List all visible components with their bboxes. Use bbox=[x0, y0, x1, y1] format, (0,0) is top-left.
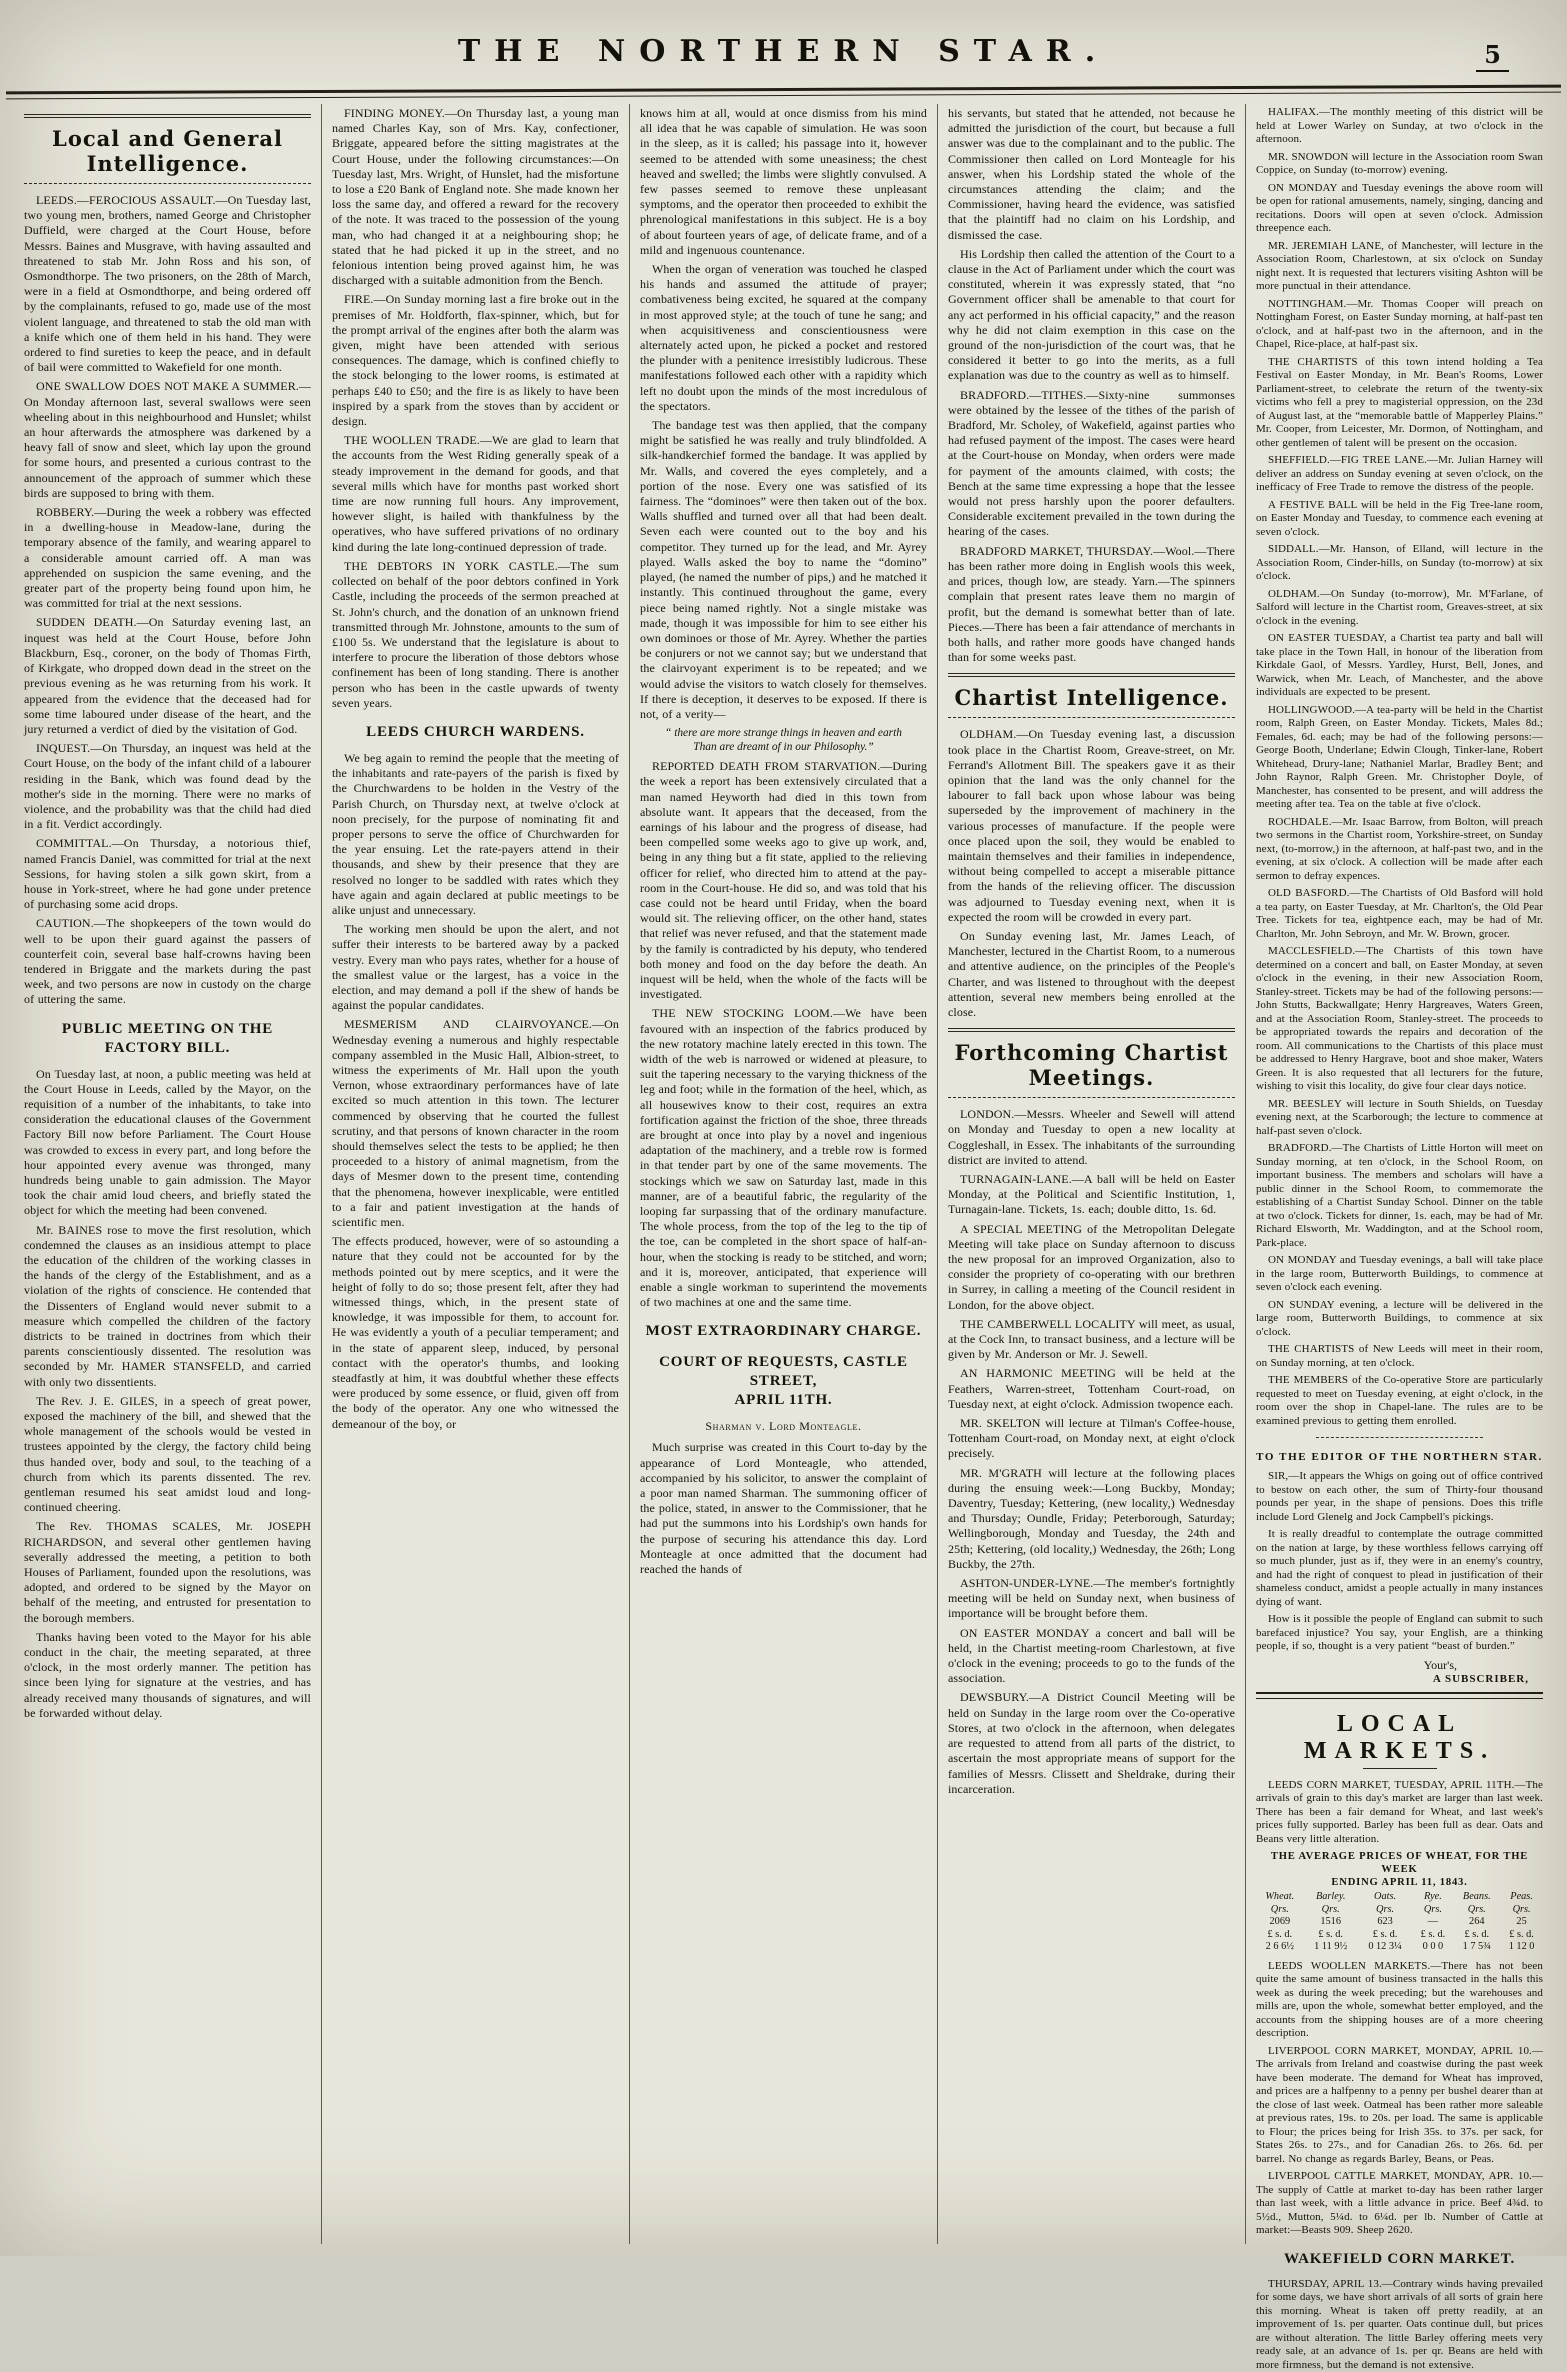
table-cell: Qrs. bbox=[1358, 1904, 1413, 1917]
table-cell: £ s. d. bbox=[1500, 1929, 1543, 1942]
table-cell: Qrs. bbox=[1453, 1904, 1500, 1917]
article-heading: WAKEFIELD CORN MARKET. bbox=[1260, 2250, 1539, 2269]
text-line: “ there are more strange things in heaven and earth bbox=[640, 726, 927, 740]
table-cell: 2 6 6½ bbox=[1256, 1941, 1304, 1954]
article-paragraph: The effects produced, however, were of so astounding a nature that they could not be accounted for by the methods pointed out by mere sceptics, and it were the height of folly to do so; those present felt, after they had witnessed things, which, in the present state of knowledge, it was impossible for them, to account for. He was evidently a youth of a peculiar temperament; and in the state of apparent sleep, induced, by personal contact with the operator's thumbs, and looking steadfastly at him, it was doubtful whether these effects were produced by some essence, or fluid, given off from the body of the operator. Any one who witnessed the demeanour of the boy, or bbox=[332, 1234, 619, 1432]
newspaper-column-1 bbox=[14, 104, 321, 2244]
divider-rule bbox=[1256, 1692, 1543, 1699]
article-paragraph: LIVERPOOL CATTLE MARKET, MONDAY, APR. 10.—The supply of Cattle at market to-day has been rather larger than last week, with a little advance in price. Beef 4¾d. to 5½d., Mutton, 5¼d. to 6¼d. per lb. Number of Cattle at market:—Beasts 909. Sheep 2620. bbox=[1256, 2170, 1543, 2238]
article-paragraph: THE MEMBERS of the Co-operative Store are particularly requested to meet on Tuesday evening, at eight o'clock, in the room over the shop in Chapel-lane. The rules are to be examined previous to getting them enrolled. bbox=[1256, 1374, 1543, 1428]
text-line: APRIL 11TH. bbox=[644, 1391, 923, 1410]
article-paragraph: Mr. BAINES rose to move the first resolution, which condemned the clauses as an insidious attempt to place the education of the children of the working classes in the hands of the clergy of the Establishment, and as a violation of the rights of conscience. He contended that the Dissenters of England would never submit to a measure which compelled the children of the factory districts to be trained in doctrines from which their parents conscientiously dissented. The resolution was seconded by Mr. HAMER STANSFELD, and carried with only two dissentients. bbox=[24, 1223, 311, 1390]
table-cell: 623 bbox=[1358, 1916, 1413, 1929]
article-paragraph: ASHTON-UNDER-LYNE.—The member's fortnightly meeting will be held on Sunday next, when business of importance will be brought before them. bbox=[948, 1576, 1235, 1622]
article-paragraph: COMMITTAL.—On Thursday, a notorious thief, named Francis Daniel, was committed for trial at the next Sessions, for having stolen a silk gown skirt, from a house in York-street, where he had gone under pretence of purchasing some acid drops. bbox=[24, 836, 311, 912]
article-paragraph: The Rev. J. E. GILES, in a speech of great power, exposed the machinery of the bill, and shewed that the whole management of the schools would be vested in trustees appointed by the clergy, the factory child being thus handed over, body and soul, to the teaching of a church from which its parents dissented. The rev. gentleman resumed his seat amidst loud and long-continued cheering. bbox=[24, 1394, 311, 1516]
table-cell: £ s. d. bbox=[1453, 1929, 1500, 1942]
table-cell: 264 bbox=[1453, 1916, 1500, 1929]
article-paragraph: DEWSBURY.—A District Council Meeting will be held on Sunday in the large room over the Co-operative Stores, at two o'clock in the afternoon, when delegates are requested to attend from all parts of the district, to ascertain the most appropriate means of support for the families of Messrs. Clissett and Sheldrake, during their incarceration. bbox=[948, 1690, 1235, 1796]
table-cell: £ s. d. bbox=[1358, 1929, 1413, 1942]
article-paragraph: LONDON.—Messrs. Wheeler and Sewell will attend on Monday and Tuesday to open a new locality at Coggleshall, in Essex. The inhabitants of the surrounding district are invited to attend. bbox=[948, 1107, 1235, 1168]
divider-rule bbox=[1316, 1437, 1482, 1441]
article-paragraph: Thanks having been voted to the Mayor for his able conduct in the chair, the meeting separated, at three o'clock, in the most orderly manner. The petition has since been lying for signature at the vestries, and has already received many thousands of signatures, and will be forwarded without delay. bbox=[24, 1630, 311, 1721]
article-paragraph: MR. SNOWDON will lecture in the Association room Swan Coppice, on Sunday (to-morrow) evening. bbox=[1256, 151, 1543, 178]
article-paragraph: Much surprise was created in this Court to-day by the appearance of Lord Monteagle, who attended, accompanied by his solicitor, to answer the complaint of a poor man named Sharman. The summoning officer of the police, stated, in answer to the Commissioner, that he had put the summons into his Lordship's own hands for the purpose of securing his attendance this day. Lord Monteagle at once admitted that the document had reached the hands of bbox=[640, 1440, 927, 1577]
divider-rule bbox=[1363, 1768, 1437, 1769]
table-cell: 1 12 0 bbox=[1500, 1941, 1543, 1954]
table-cell: 25 bbox=[1500, 1916, 1543, 1929]
article-paragraph: LEEDS CORN MARKET, TUESDAY, APRIL 11TH.—The arrivals of grain to this day's market are larger than last week. There has been a fair demand for Wheat, and last week's prices fully supported. Barley has been full as dear. Oats and Beans very little alteration. bbox=[1256, 1779, 1543, 1847]
table-cell: — bbox=[1412, 1916, 1453, 1929]
table-cell: £ s. d. bbox=[1256, 1929, 1304, 1942]
article-paragraph: ON EASTER TUESDAY, a Chartist tea party and ball will take place in the Town Hall, in honour of the liberation from Kirkdale Gaol, of Messrs. Yardley, Hurst, Bell, Jones, and Warwick, when Mr. Leach, of Manchester, and the above individuals are expected to be present. bbox=[1256, 632, 1543, 700]
newspaper-column-5 bbox=[1245, 104, 1553, 2244]
table-cell: £ s. d. bbox=[1304, 1929, 1358, 1942]
article-paragraph: OLD BASFORD.—The Chartists of Old Basford will hold a tea party, on Easter Tuesday, at Mr. Charlton's, the Old Pear Tree. Tickets for tea, eightpence each, may be had of Mr. Charlton, Mr. John Sebroyn, and Mr. W. Brown, grocer. bbox=[1256, 887, 1543, 941]
article-heading: PUBLIC MEETING ON THE FACTORY BILL. bbox=[28, 1020, 307, 1058]
wheat-price-table-grid bbox=[1256, 1891, 1543, 1954]
article-paragraph: LEEDS.—FEROCIOUS ASSAULT.—On Tuesday last, two young men, brothers, named George and Christopher Duffield, were charged at the Court House, before Messrs. Baines and Musgrave, with having assaulted and threatened to stab Mr. John Ross and his son, of Osmondthorpe. The two prisoners, on the 28th of March, were in a field at Osmondthorpe, and being ordered off by the complainants, refused to go, made use of the most violent language, and threatened to stab the old man with a knife which one of them held in his hand. They were ordered to find sureties to keep the peace, and in default of bail were committed to Wakefield for one month. bbox=[24, 193, 311, 375]
article-paragraph: The working men should be upon the alert, and not suffer their interests to be bartered away by a packed vestry. Every man who pays rates, whether for a house of the smallest value or the largest, has a voice in the election, and may demand a poll if the shew of hands be against the popular candidates. bbox=[332, 922, 619, 1013]
article-paragraph: How is it possible the people of England can submit to such barefaced injustice? You say, your English, are a thinking people, if so, thought is a very patient “beast of burden.” bbox=[1256, 1613, 1543, 1654]
article-paragraph: NOTTINGHAM.—Mr. Thomas Cooper will preach on Nottingham Forest, on Easter Sunday morning, at half-past ten o'clock, and at half-past two in the afternoon, and in the Chapel, Rice-place, at half-past six. bbox=[1256, 298, 1543, 352]
letter-heading: TO THE EDITOR OF THE NORTHERN STAR. bbox=[1256, 1451, 1543, 1463]
article-paragraph: AN HARMONIC MEETING will be held at the Feathers, Warren-street, Tottenham Court-road, on Tuesday next, at eight o'clock. Admission twopence each. bbox=[948, 1366, 1235, 1412]
case-title: Sharman v. Lord Monteagle. bbox=[640, 1419, 927, 1434]
newspaper-masthead: THE NORTHERN STAR. bbox=[0, 34, 1567, 69]
article-paragraph: INQUEST.—On Thursday, an inquest was held at the Court House, on the body of the infant child of a labourer residing in the Bank, which was found dead by the mother's side in the morning. There were no marks of violence, and the probability was that the child had died in a fit. Verdict accordingly. bbox=[24, 741, 311, 832]
text-line: A SUBSCRIBER, bbox=[1256, 1673, 1543, 1685]
article-paragraph: On Tuesday last, at noon, a public meeting was held at the Court House in Leeds, called by the Mayor, on the requisition of a number of the inhabitants, to take into consideration the educational clauses of the Government Factory Bill now before Parliament. The Court House was crowded to excess in every part, and long before the hour appointed every avenue was thronged, many hundreds being unable to gain admission. The Mayor took the chair amid loud cheers, and briefly stated the object for which the meeting had been convened. bbox=[24, 1067, 311, 1219]
table-cell: Rye. bbox=[1412, 1891, 1453, 1904]
table-cell: Oats. bbox=[1358, 1891, 1413, 1904]
article-paragraph: THE CHARTISTS of New Leeds will meet in their room, on Sunday morning, at ten o'clock. bbox=[1256, 1343, 1543, 1370]
article-paragraph: ON MONDAY and Tuesday evenings the above room will be open for rational amusements, namely, singing, dancing and recitations. Doors will open at seven o'clock. Admission threepence each. bbox=[1256, 182, 1543, 236]
article-paragraph: ON SUNDAY evening, a lecture will be delivered in the large room, Butterworth Buildings, to commence at six o'clock. bbox=[1256, 1299, 1543, 1340]
article-paragraph: TURNAGAIN-LANE.—A ball will be held on Easter Monday, at the Political and Scientific Institution, 1, Turnagain-lane. Tickets, 1s. each; double ditto, 1s. 6d. bbox=[948, 1172, 1235, 1218]
article-heading bbox=[644, 1353, 923, 1410]
newspaper-header bbox=[0, 0, 1567, 88]
table-cell: Qrs. bbox=[1304, 1904, 1358, 1917]
article-paragraph: his servants, but stated that he attended, not because he admitted the jurisdiction of the court, but because a full answer was due to the complainant and to the public. The Commissioner then called on Lord Monteagle for his answer, when his Lordship stated the whole of the circumstances attending the claim; and the Commissioner, having heard the evidence, was satisfied that the plaintiff had no claim on his Lordship, and dismissed the case. bbox=[948, 106, 1235, 243]
table-cell: Qrs. bbox=[1256, 1904, 1304, 1917]
article-paragraph: MR. SKELTON will lecture at Tilman's Coffee-house, Tottenham Court-road, on Monday next, at eight o'clock precisely. bbox=[948, 1416, 1235, 1462]
article-paragraph: HOLLINGWOOD.—A tea-party will be held in the Chartist room, Ralph Green, on Easter Monday. Tickets, Males 8d.; Females, 6d. each; may be had of the following persons:—George Booth, Underlane; Edwin Clough, Tinker-lane, Robert Whitehead, Drury-lane; Nathaniel Marlar, Bradley Bent; and John Raynor, Ralph Green. Mr. Christopher Doyle, of Manchester, has consented to be present, and will address the meeting after tea. Tea on the table at five o'clock. bbox=[1256, 704, 1543, 812]
article-paragraph: ROBBERY.—During the week a robbery was effected in a dwelling-house in Meadow-lane, during the temporary absence of the family, and wearing apparel to a considerable amount carried off. A man was apprehended on suspicion the same evening, and the greater part of the property being found upon him, he was committed for trial at the next sessions. bbox=[24, 505, 311, 611]
page-number: 5 bbox=[1476, 40, 1509, 72]
article-paragraph: The bandage test was then applied, that the company might be satisfied he was really and truly blindfolded. A silk-handkerchief formed the bandage. It was applied by Mr. Walls, and covered the eyes completely, and a portion of the nose. Every one was satisfied of its fairness. The “dominoes” were then taken out of the box. Walls shuffled and turned over all that had been dealt. Seven each were counted out to the boy and his competitor. They turned up for the lead, and Mr. Ayrey played. Walls asked the boy to name the “domino” played, (he named the number of pips,) and he matched it instantly. This continued throughout the game, every piece being named rightly. Not a single mistake was made, though it was impossible for him to see either his own dominoes or those of Mr. Ayrey. Whether the parties be conjurers or not we cannot say; but we understand that the clairvoyant experiment is to be repeated; and we would advise the visitors to watch closely for themselves. If there is deception, it deserves to be exposed. If there is not, of a verity— bbox=[640, 418, 927, 722]
table-cell: Qrs. bbox=[1412, 1904, 1453, 1917]
column-container bbox=[0, 96, 1567, 2244]
article-paragraph: When the organ of veneration was touched he clasped his hands and assumed the attitude of prayer; combativeness being excited, he squared at the company in most approved style; at the touch of tune he sang; and when acquisitiveness and conscientiousness were alternately acted upon, he picked a pocket and restored the plunder with a penitence irresistibly ludicrous. These manifestations followed each other with a rapidity which left no doubt upon the minds of the most incredulous of the spectators. bbox=[640, 262, 927, 414]
section-heading: Forthcoming Chartist Meetings. bbox=[948, 1028, 1235, 1098]
section-heading: Local and General Intelligence. bbox=[24, 114, 311, 184]
article-paragraph: MESMERISM AND CLAIRVOYANCE.—On Wednesday evening a numerous and highly respectable company assembled in the Music Hall, Albion-street, to witness the experiments of Mr. Hall upon the youth Vernon, whose extraordinary performances have of late excited so much attention in this town. The lecturer commenced by observing that he courted the fullest scrutiny, and that persons of known character in the room should themselves select the tests to be applied; he then proceeded to a history of animal magnetism, from the days of Mesmer down to the present time, contending that the phenomena, however inexplicable, were entitled to a fair and patient investigation at the hands of scientific men. bbox=[332, 1017, 619, 1230]
verse-quote bbox=[640, 726, 927, 754]
table-cell: Peas. bbox=[1500, 1891, 1543, 1904]
table-caption: THE AVERAGE PRICES OF WHEAT, FOR THE WEEK bbox=[1256, 1850, 1543, 1876]
table-cell: Beans. bbox=[1453, 1891, 1500, 1904]
article-paragraph: REPORTED DEATH FROM STARVATION.—During the week a report has been extensively circulated that a man named Heyworth had died in this town from absolute want. It appears that the deceased, from the earnings of his labour and the progress of disease, had been compelled some weeks ago to give up work, and, being in any thing but a fit state, applied to the relieving officer for relief, who directed him to attend at the pay-room in the Court-house. He did so, and was told that his case could not be heard until Friday, when the board would sit. The relieving officer, on the other hand, states that relief was never refused, and that the statement made by the family is contradicted by his deputy, who tendered both money and food on the day before the death. An inquest will be held, when the whole of the facts will be investigated. bbox=[640, 759, 927, 1002]
article-paragraph: OLDHAM.—On Tuesday evening last, a discussion took place in the Chartist Room, Greave-street, on Mr. Ferrand's Allotment Bill. The speakers gave it as their opinion that the land was the only channel for the labourer to fall back upon whose labour was being superseded by the improvement of machinery in the various processes of manufacture. If the people were once placed upon the soil, they would be enabled to maintain themselves and their families in independence, without being compelled to accept a miserable pittance from the hands of the relieving officer. The discussion was adjourned to Tuesday evening next, when it is expected the room will be crowded in every part. bbox=[948, 727, 1235, 925]
article-paragraph: A FESTIVE BALL will be held in the Fig Tree-lane room, on Easter Monday and Tuesday, to commence each evening at seven o'clock. bbox=[1256, 499, 1543, 540]
text-line: Than are dreamt of in our Philosophy.” bbox=[640, 740, 927, 754]
table-caption: ENDING APRIL 11, 1843. bbox=[1256, 1876, 1543, 1889]
newspaper-column-3 bbox=[629, 104, 937, 2244]
article-paragraph: MR. JEREMIAH LANE, of Manchester, will lecture in the Association Room, Charlestown, at six o'clock on Sunday night next. It is requested that lecturers visiting Ashton will be more punctual in their attendance. bbox=[1256, 240, 1543, 294]
article-paragraph: ON EASTER MONDAY a concert and ball will be held, in the Chartist meeting-room Charlestown, at five o'clock in the evening; proceeds to go to the funds of the association. bbox=[948, 1626, 1235, 1687]
article-paragraph: His Lordship then called the attention of the Court to a clause in the Act of Parliament under which the court was constituted, wherein it was expressly stated, that “no Government officer shall be amenable to that court for any act performed in his official capacity,” and the reason why he did not claim exemption in this case on the ground of the non-jurisdiction of the court was, that he considered it better to go into the merits, as a full explanation was due to the country as well as to himself. bbox=[948, 247, 1235, 384]
newspaper-column-2 bbox=[321, 104, 629, 2244]
text-line: Your's, bbox=[1256, 1658, 1543, 1673]
table-cell: 0 0 0 bbox=[1412, 1941, 1453, 1954]
article-heading: LEEDS CHURCH WARDENS. bbox=[336, 723, 615, 742]
article-paragraph: LIVERPOOL CORN MARKET, MONDAY, APRIL 10.—The arrivals from Ireland and coastwise during the past week have been moderate. The demand for Wheat has improved, and prices are a halfpenny to a penny per bushel dearer than at the close of last week. Oatmeal has been rather more saleable at previous rates, 19s. to 20s. per load. The same is applicable to Flour; the prices being for Irish 35s. to 37s. per sack, for States 26s. to 27s., and for Canadian 26s. to 26s. 6d. per barrel. No change as regards Barley, Beans, or Peas. bbox=[1256, 2045, 1543, 2167]
wheat-price-table bbox=[1256, 1850, 1543, 1954]
article-paragraph: MR. BEESLEY will lecture in South Shields, on Tuesday evening next, at the Scarborough; the lecture to commence at half-past seven o'clock. bbox=[1256, 1098, 1543, 1139]
table-cell: 1516 bbox=[1304, 1916, 1358, 1929]
article-paragraph: THE NEW STOCKING LOOM.—We have been favoured with an inspection of the fabrics produced by the new rotatory machine lately erected in this town. The width of the web is narrowed or widened at pleasure, to suit the tapering necessary to the varying thickness of the leg and foot; while in the formation of the heel, which, as all housewives know to their cost, requires an extra fortification against the friction of the shoe, three threads are brought at once into play by a novel and ingenious adaptation of the machinery, and a treble row is formed in that tender part by one of the same movements. The stockings which we saw on Saturday last, made in this manner, are of a beautiful fabric, the regularity of the looping far surpassing that of the ordinary manufacture. The whole process, from the top of the leg to the tip of the toe, can be completed in the short space of half-an-hour, when the stocking is ready to be stitched, and worn; and it is, moreover, anticipated, that experience will enable a single workman to superintend the movements of two machines at one and the same time. bbox=[640, 1006, 927, 1310]
table-cell: Wheat. bbox=[1256, 1891, 1304, 1904]
section-heading: Chartist Intelligence. bbox=[948, 673, 1235, 718]
article-paragraph: SUDDEN DEATH.—On Saturday evening last, an inquest was held at the Court House, before John Blackburn, Esq., coroner, on the body of Thomas Firth, of Kirkgate, who dropped down dead in the street on the previous evening as he was returning from his work. It appeared from the evidence that the deceased had for some time laboured under disease of the heart, and the jury returned a verdict of died by the visitation of God. bbox=[24, 615, 311, 737]
article-paragraph: THE CHARTISTS of this town intend holding a Tea Festival on Easter Monday, in Mr. Bean's Rooms, Lower Parliament-street, to celebrate the return of the twenty-six victims who fell a prey to magisterial oppression, on the 23d of August last, at the “memorable battle of Mapperley Plains.” Mr. Cooper, from Leicester, Mr. Dormon, of Nottingham, and other gentlemen of talent will be present on the occasion. bbox=[1256, 356, 1543, 451]
table-cell: 1 11 9½ bbox=[1304, 1941, 1358, 1954]
article-paragraph: THE CAMBERWELL LOCALITY will meet, as usual, at the Cock Inn, to transact business, and a lecture will be given by Mr. Anderson or Mr. J. Sewell. bbox=[948, 1317, 1235, 1363]
table-cell: 1 7 5¾ bbox=[1453, 1941, 1500, 1954]
markets-heading: LOCAL MARKETS. bbox=[1256, 1711, 1543, 1765]
article-paragraph: SIR,—It appears the Whigs on going out of office contrived to bestow on each other, the sum of Thirty-four thousand pounds per year, in the shape of pensions. Does this trifle include Lord Glenelg and Jock Campbell's pickings. bbox=[1256, 1470, 1543, 1524]
article-paragraph: THE WOOLLEN TRADE.—We are glad to learn that the accounts from the West Riding generally speak of a steady improvement in the demand for goods, and that several mills which have for months past worked short time are now running full hours. Any improvement, however slight, is hailed with thankfulness by the operatives, who have suffered privations of no ordinary kind during the late long-continued depression of trade. bbox=[332, 433, 619, 555]
article-heading: MOST EXTRAORDINARY CHARGE. bbox=[644, 1322, 923, 1341]
article-paragraph: FIRE.—On Sunday morning last a fire broke out in the premises of Mr. Holdforth, flax-spinner, which, but for the prompt arrival of the engines after both the alarm was given, might have been attended with serious consequences. The damage, which is confined chiefly to the stock belonging to the lower rooms, is estimated at perhaps £40 to £50; and the fire is as likely to have been inspired by a spark from the stoves than by accident or design. bbox=[332, 292, 619, 429]
table-cell: Qrs. bbox=[1500, 1904, 1543, 1917]
article-paragraph: knows him at all, would at once dismiss from his mind all idea that he was capable of simulation. He was soon in the sleep, as it is called; his passage into it, however seemed to be attended with some uneasiness; the chest heaved and swelled; the limbs were slightly convulsed. A few passes seemed to remove these unpleasant symptoms, and the operator then proceeded to exhibit the phrenological manifestations in this subject. He is a boy of about fourteen years of age, of delicate frame, and of a mild and ingenuous countenance. bbox=[640, 106, 927, 258]
article-paragraph: SHEFFIELD.—FIG TREE LANE.—Mr. Julian Harney will deliver an address on Sunday evening at seven o'clock, on the inefficacy of Free Trade to remove the distress of the people. bbox=[1256, 454, 1543, 495]
article-paragraph: We beg again to remind the people that the meeting of the inhabitants and rate-payers of the parish is fixed by the Churchwardens to be holden in the Vestry of the Parish Church, on Thursday next, at twelve o'clock at noon precisely, for the purpose of nominating fit and proper persons to serve the office of Churchwarden for the year ensuing. Let the rate-payers attend in their thousands, and shew by their presence that they are resolved no longer to be saddled with rates which they have again and again declared at public meetings to be alike unjust and unnecessary. bbox=[332, 751, 619, 918]
article-paragraph: ROCHDALE.—Mr. Isaac Barrow, from Bolton, will preach two sermons in the Chartist room, Yorkshire-street, on Sunday next, (to-morrow,) in the afternoon, at half-past two, and in the evening, at six o'clock. A collection will be made after each sermon to defray expences. bbox=[1256, 816, 1543, 884]
article-paragraph: MACCLESFIELD.—The Chartists of this town have determined on a concert and ball, on Easter Monday, at seven o'clock in the evening, in their new Association Room, Stanley-street. Tickets may be had of the following persons:—John Stutts, Backwallgate; Henry Hargreaves, Waters Green, and at the Association Room, Stanley-street. The proceeds to be appropriated towards the repairs and decoration of the room. All communications to the Chartists of this place must be addressed to Henry Hargrave, boot and shoe maker, Waters Green. It is also requested that all lecturers for the future, wishing to visit this locality, do give four clear days notice. bbox=[1256, 945, 1543, 1094]
article-paragraph: OLDHAM.—On Sunday (to-morrow), Mr. M'Farlane, of Salford will lecture in the Chartist room, Greaves-street, at six o'clock in the evening. bbox=[1256, 588, 1543, 629]
newspaper-column-4 bbox=[937, 104, 1245, 2244]
article-paragraph: A SPECIAL MEETING of the Metropolitan Delegate Meeting will take place on Sunday afternoon to discuss the new proposal for an improved Organization, also to consider the propriety of co-operating with our brethren in Surrey, in calling a meeting of the Council resident in London, for the above object. bbox=[948, 1222, 1235, 1313]
article-paragraph: SIDDALL.—Mr. Hanson, of Elland, will lecture in the Association Room, Cinder-hills, on Sunday (to-morrow) at six o'clock. bbox=[1256, 543, 1543, 584]
table-cell: 2069 bbox=[1256, 1916, 1304, 1929]
article-paragraph: On Sunday evening last, Mr. James Leach, of Manchester, lectured in the Chartist Room, to a numerous and attentive audience, on the principles of the People's Charter, and was listened to throughout with the deepest attention, several new members being enrolled at the close. bbox=[948, 929, 1235, 1020]
article-paragraph: BRADFORD.—TITHES.—Sixty-nine summonses were obtained by the lessee of the tithes of the parish of Bradford, Mr. Scholey, of Wakefield, against parties who had refused payment of the impost. The cases were heard at the Court-house on Monday, when orders were made for payment of the amounts claimed, with costs; the Bench at the same time expressing a hope that the lessee would not press harshly upon the poorer defaulters. Considerable excitement prevailed in the town during the hearing of the cases. bbox=[948, 388, 1235, 540]
article-paragraph: The Rev. THOMAS SCALES, Mr. JOSEPH RICHARDSON, and several other gentlemen having severally addressed the meeting, a petition to both Houses of Parliament, founded upon the resolutions, was adopted, and ordered to be signed by the Mayor on behalf of the meeting, and entrusted for presentation to the borough members. bbox=[24, 1519, 311, 1625]
letter-signature bbox=[1256, 1658, 1543, 1685]
article-paragraph: THE DEBTORS IN YORK CASTLE.—The sum collected on behalf of the poor debtors confined in York Castle, including the proceeds of the sermon preached at St. John's church, and the donation of an unknown friend transmitted through Mr. Johnstone, amounts to the sum of £100 5s. We understand that the legislature is about to interfere to procure the liberation of those debtors whose confinement has been of long standing. There is another person who has been in the castle upwards of twenty seven years. bbox=[332, 559, 619, 711]
article-paragraph: BRADFORD MARKET, THURSDAY.—Wool.—There has been rather more doing in English wools this week, and prices, though low, are steady. Yarn.—The spinners complain that present rates leave them no margin of profit, but the demand is somewhat better than of late. Pieces.—There has been a fair attendance of merchants in both halls, and rather more goods have changed hands than for some weeks past. bbox=[948, 544, 1235, 666]
article-paragraph: FINDING MONEY.—On Thursday last, a young man named Charles Kay, son of Mrs. Kay, confectioner, Briggate, appeared before the sitting magistrates at the Court House, under the following circumstances:—On Tuesday last, Mrs. Wright, of Hunslet, had the misfortune to lose a £20 Bank of England note. She made known her loss the same day, and offered a reward for the recovery of the note. It was traced to the possession of the young man, who had changed it at a neighbouring shop; he stated that he had picked it up in the street, and no felonious intention being proved against him, he was discharged with a suitable admonition from the Bench. bbox=[332, 106, 619, 288]
table-cell: Barley. bbox=[1304, 1891, 1358, 1904]
article-paragraph: HALIFAX.—The monthly meeting of this district will be held at Lower Warley on Sunday, at two o'clock in the afternoon. bbox=[1256, 106, 1543, 147]
article-paragraph: It is really dreadful to contemplate the outrage committed on the nation at large, by these worthless fellows carrying off so much plunder, just as if, they were in an enemy's country, and had the right of conquest to plead in justification of their shameless conduct, amidst a people actually in many instances dying of want. bbox=[1256, 1528, 1543, 1609]
article-paragraph: MR. M'GRATH will lecture at the following places during the ensuing week:—Long Buckby, Monday; Daventry, Tuesday; Kettering, (new locality,) Wednesday and Thursday; Oundle, Friday; Peterborough, Saturday; Wellingborough, Monday and Tuesday, the 24th and 25th; Kettering, (old locality,) Wednesday, the 26th; Long Buckby, the 27th. bbox=[948, 1466, 1235, 1572]
table-cell: 0 12 3¼ bbox=[1358, 1941, 1413, 1954]
article-paragraph: CAUTION.—The shopkeepers of the town would do well to be upon their guard against the passers of counterfeit coin, several base half-crowns having been tendered in Briggate and the markets during the past week, and two persons are now in custody on the charge of uttering the same. bbox=[24, 916, 311, 1007]
article-paragraph: LEEDS WOOLLEN MARKETS.—There has not been quite the same amount of business transacted in the halls this week as during the week preceding; but the warehouses and mills are, upon the whole, somewhat better employed, and the accounts from the shipping houses are of a more cheering description. bbox=[1256, 1960, 1543, 2041]
article-paragraph: THURSDAY, APRIL 13.—Contrary winds having prevailed for some days, we have short arrivals of all sorts of grain here this morning. Wheat is taken off pretty readily, at an improvement of 1s. per quarter. Oats continue dull, but prices are without alteration. The little Barley offering meets very ready sale, at an advance of 1s. per qr. Beans are held with more firmness, but the demand is not extensive. bbox=[1256, 2278, 1543, 2372]
text-line: COURT OF REQUESTS, CASTLE STREET, bbox=[644, 1353, 923, 1391]
article-paragraph: ON MONDAY and Tuesday evenings, a ball will take place in the large room, Butterworth Buildings, to commence at seven o'clock each evening. bbox=[1256, 1254, 1543, 1295]
article-paragraph: BRADFORD.—The Chartists of Little Horton will meet on Sunday morning, at ten o'clock, in the School Room, on important business. The members and scholars will have a public dinner in the School Room, to commemorate the establishing of a Chartist Sunday School. Dinner on the table at two o'clock. Tickets for dinner, 1s. each, may be had of Mr. Richard Elsworth, Mr. Waddington, and at the School room, Park-place. bbox=[1256, 1142, 1543, 1250]
table-cell: £ s. d. bbox=[1412, 1929, 1453, 1942]
article-paragraph: ONE SWALLOW DOES NOT MAKE A SUMMER.—On Monday afternoon last, several swallows were seen wheeling about in this neighbourhood and Hunslet; whilst an hour afterwards the atmosphere was darkened by a heavy fall of snow and sleet, which lay upon the ground for some hours, and presented a curious contrast to the announcement of the approach of summer which these birds are supposed to bring with them. bbox=[24, 379, 311, 501]
